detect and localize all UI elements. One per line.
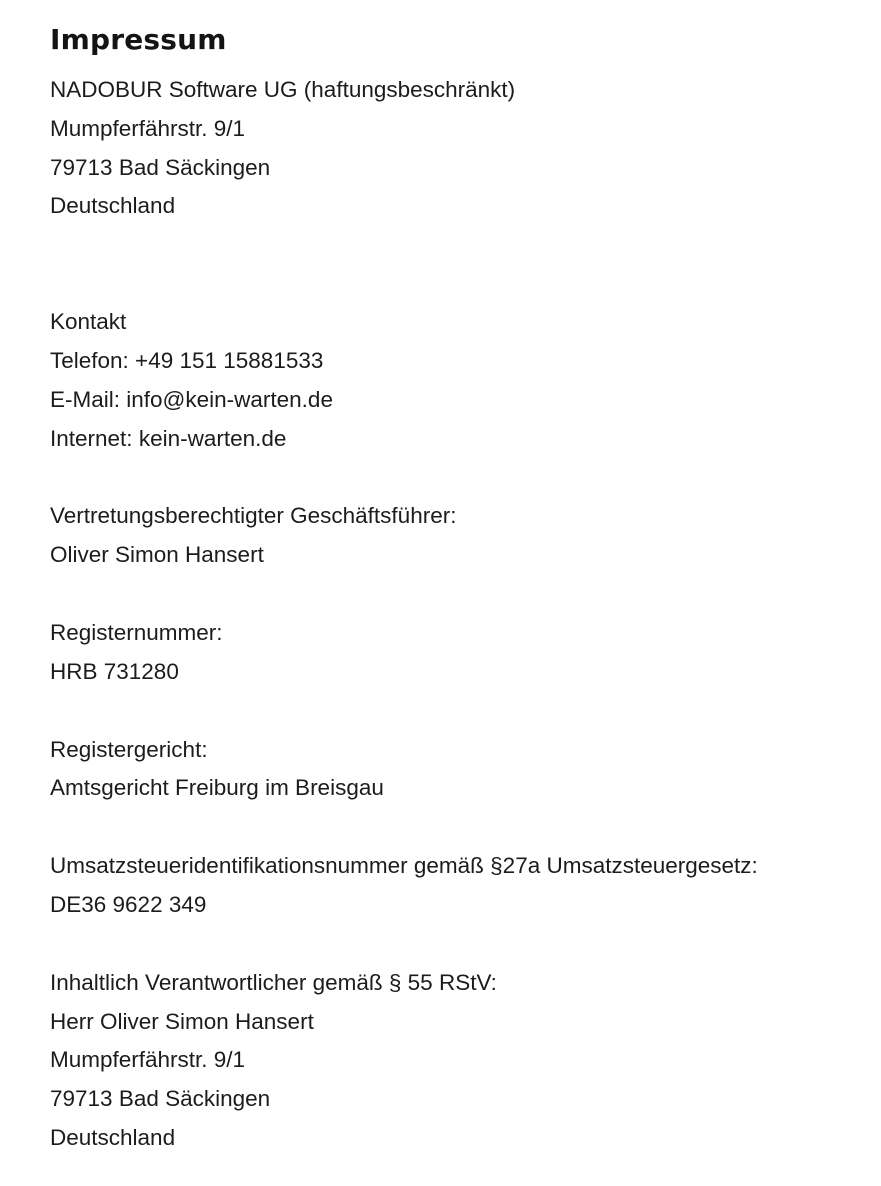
page-title: Impressum [50, 23, 227, 56]
internet-label: Internet: [50, 425, 139, 451]
company-country: Deutschland [50, 193, 176, 219]
vat-value: DE36 9622 349 [50, 891, 207, 917]
responsible-city: 79713 Bad Säckingen [50, 1086, 271, 1112]
contact-heading: Kontakt [50, 309, 127, 335]
register-number-value: HRB 731280 [50, 658, 179, 684]
contact-internet-line [50, 420, 870, 459]
register-court-value: Amtsgericht Freiburg im Breisgau [50, 775, 384, 801]
responsible-country: Deutschland [50, 1124, 176, 1150]
register-court-section [50, 731, 870, 809]
manager-name: Oliver Simon Hansert [50, 542, 264, 568]
internet-link[interactable]: kein-warten.de [138, 425, 287, 451]
responsible-section [50, 964, 870, 1158]
register-number-label: Registernummer: [50, 619, 223, 645]
contact-phone: Telefon: +49 151 15881533 [50, 347, 324, 373]
company-name: NADOBUR Software UG (haftungsbeschränkt) [50, 77, 516, 102]
vat-section [50, 847, 870, 925]
email-label: E-Mail: [50, 386, 127, 412]
company-address [50, 71, 870, 226]
vat-label: Umsatzsteueridentifikationsnummer gemäß §27a Umsatzsteuergesetz: [50, 853, 758, 879]
responsible-name: Herr Oliver Simon Hansert [50, 1008, 314, 1034]
email-link[interactable]: info@kein-warten.de [126, 386, 333, 412]
contact-email-line [50, 381, 870, 420]
company-city: 79713 Bad Säckingen [50, 154, 271, 180]
manager-label: Vertretungsberechtigter Geschäftsführer: [50, 503, 457, 529]
register-number-section [50, 614, 870, 692]
company-street: Mumpferfährstr. 9/1 [50, 115, 246, 141]
contact-section [50, 303, 870, 458]
register-court-label: Registergericht: [50, 736, 208, 762]
manager-section [50, 497, 870, 575]
responsible-street: Mumpferfährstr. 9/1 [50, 1047, 246, 1073]
impressum-page [50, 20, 870, 1158]
responsible-label: Inhaltlich Verantwortlicher gemäß § 55 RStV: [50, 969, 497, 995]
